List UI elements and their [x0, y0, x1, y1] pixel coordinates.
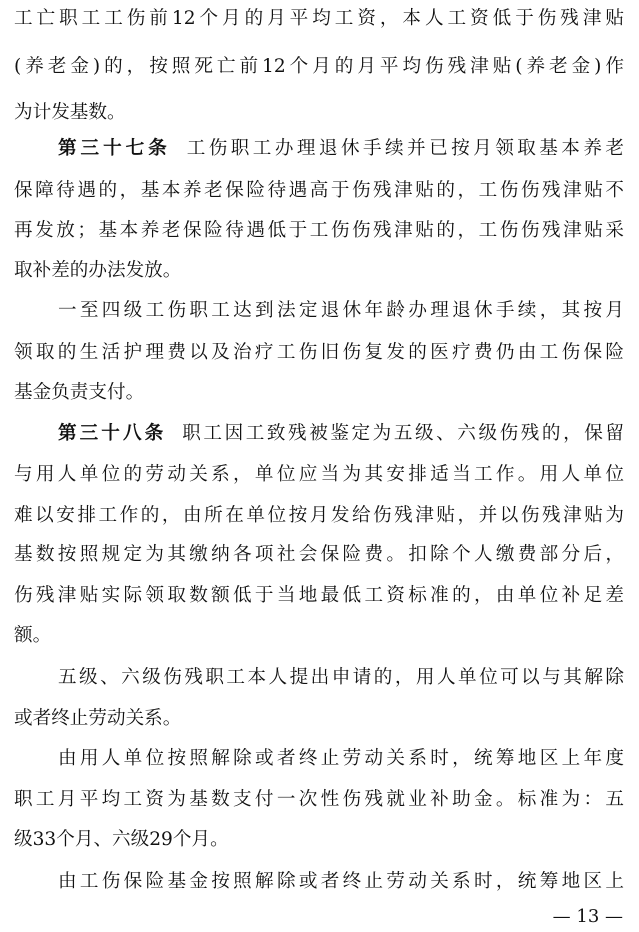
text-span: 职工因工致残被鉴定为五级、六级伤残的，保留	[182, 423, 624, 444]
text-line: (养老金)的，按照死亡前12个月的月平均伤残津贴(养老金)作	[14, 56, 624, 77]
text-line: 由工伤保险基金按照解除或者终止劳动关系时，统筹地区上	[58, 871, 624, 892]
article-heading: 第三十八条	[58, 423, 167, 444]
text-line: 保障待遇的，基本养老保险待遇高于伤残津贴的，工伤伤残津贴不	[14, 180, 624, 201]
text-line: 基数按照规定为其缴纳各项社会保险费。扣除个人缴费部分后，	[14, 544, 624, 565]
text-line: 五级、六级伤残职工本人提出申请的，用人单位可以与其解除	[58, 667, 624, 688]
article-line	[58, 133, 624, 165]
article-heading: 第三十七条	[58, 138, 171, 159]
text-line: 额。	[14, 625, 52, 646]
text-line: 再发放；基本养老保险待遇低于工伤伤残津贴的，工伤伤残津贴采	[14, 220, 624, 241]
text-line: 或者终止劳动关系。	[14, 708, 182, 729]
page-number: — 13 —	[552, 906, 623, 927]
text-line: 级33个月、六级29个月。	[14, 829, 229, 850]
text-span: 工伤职工办理退休手续并已按月领取基本养老	[186, 138, 624, 159]
text-line: 难以安排工作的，由所在单位按月发给伤残津贴，并以伤残津贴为	[14, 505, 624, 526]
text-line: 与用人单位的劳动关系，单位应当为其安排适当工作。用人单位	[14, 464, 624, 485]
text-line: 取补差的办法发放。	[14, 260, 182, 281]
text-line: 基金负责支付。	[14, 382, 145, 403]
text-line: 伤残津贴实际领取数额低于当地最低工资标准的，由单位补足差	[14, 585, 624, 606]
text-line: 为计发基数。	[14, 102, 126, 123]
text-line: 由用人单位按照解除或者终止劳动关系时，统筹地区上年度	[58, 748, 624, 769]
text-line: 工亡职工工伤前12个月的月平均工资，本人工资低于伤残津贴	[14, 8, 624, 29]
text-line: 领取的生活护理费以及治疗工伤旧伤复发的医疗费仍由工伤保险	[14, 342, 624, 363]
article-line	[58, 418, 624, 450]
text-line: 职工月平均工资为基数支付一次性伤残就业补助金。标准为：五	[14, 789, 624, 810]
text-line: 一至四级工伤职工达到法定退休年龄办理退休手续，其按月	[58, 300, 624, 321]
